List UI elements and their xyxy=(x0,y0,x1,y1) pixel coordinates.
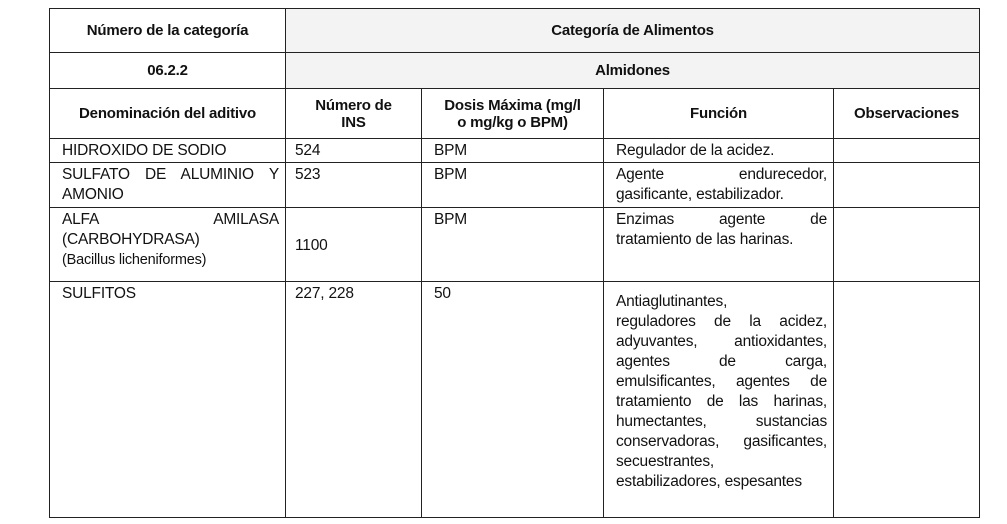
function-line: Enzimas agente de xyxy=(616,211,827,228)
col-header-dose xyxy=(422,89,604,139)
dose-cell: BPM xyxy=(422,139,604,163)
header-row-columns xyxy=(50,89,980,139)
function-line: reguladores de la acidez, xyxy=(616,313,827,330)
function-line: tratamiento de las harinas. xyxy=(616,231,794,248)
additive-cell: HIDROXIDO DE SODIO xyxy=(50,139,286,163)
function-line: agentes de carga, xyxy=(616,353,827,370)
ins-cell: 523 xyxy=(286,163,422,208)
col-header-function: Función xyxy=(604,89,834,139)
col-header-ins-line2: INS xyxy=(341,113,366,131)
observations-cell xyxy=(834,282,980,518)
additive-cell xyxy=(50,163,286,208)
category-code: 06.2.2 xyxy=(50,53,286,89)
function-line: conservadoras, gasificantes, xyxy=(616,433,827,450)
dose-cell: BPM xyxy=(422,208,604,282)
additive-cell: SULFITOS xyxy=(50,282,286,518)
table-row xyxy=(50,282,980,518)
function-line: gasificante, estabilizador. xyxy=(616,186,784,203)
function-cell: Regulador de la acidez. xyxy=(604,139,834,163)
table-row xyxy=(50,208,980,282)
ins-cell: 524 xyxy=(286,139,422,163)
additive-cell xyxy=(50,208,286,282)
additive-line: SULFATO DE ALUMINIO Y xyxy=(62,166,279,183)
observations-cell xyxy=(834,208,980,282)
dose-cell: 50 xyxy=(422,282,604,518)
observations-cell xyxy=(834,163,980,208)
header-row-category xyxy=(50,9,980,53)
dose-cell: BPM xyxy=(422,163,604,208)
function-line: Agente endurecedor, xyxy=(616,166,827,183)
col-header-ins-line1: Número de xyxy=(315,96,392,114)
ins-cell: 227, 228 xyxy=(286,282,422,518)
category-number-label: Número de la categoría xyxy=(50,9,286,53)
col-header-dose-line2: o mg/kg o BPM) xyxy=(457,113,568,131)
col-header-dose-line1: Dosis Máxima (mg/l xyxy=(444,96,581,114)
col-header-additive: Denominación del aditivo xyxy=(50,89,286,139)
function-line: estabilizadores, espesantes xyxy=(616,473,802,490)
table-row xyxy=(50,163,980,208)
additives-table xyxy=(49,8,980,518)
observations-cell xyxy=(834,139,980,163)
function-cell xyxy=(604,208,834,282)
function-line: emulsificantes, agentes de xyxy=(616,373,827,390)
function-line: Antiaglutinantes, xyxy=(616,293,728,310)
function-line: tratamiento de las harinas, xyxy=(616,393,827,410)
additive-line: (Bacillus licheniformes) xyxy=(62,252,207,268)
food-category-label: Categoría de Alimentos xyxy=(286,9,980,53)
function-cell xyxy=(604,282,834,518)
header-row-code xyxy=(50,53,980,89)
col-header-ins xyxy=(286,89,422,139)
function-line: adyuvantes, antioxidantes, xyxy=(616,333,827,350)
additive-line: (CARBOHYDRASA) xyxy=(62,231,200,248)
table-row xyxy=(50,139,980,163)
category-name: Almidones xyxy=(286,53,980,89)
function-line: humectantes, sustancias xyxy=(616,413,827,430)
function-cell xyxy=(604,163,834,208)
ins-cell: 1100 xyxy=(286,208,422,282)
col-header-observations: Observaciones xyxy=(834,89,980,139)
function-line: secuestrantes, xyxy=(616,453,715,470)
additive-line: ALFA AMILASA xyxy=(62,211,279,228)
additive-line: AMONIO xyxy=(62,186,124,203)
